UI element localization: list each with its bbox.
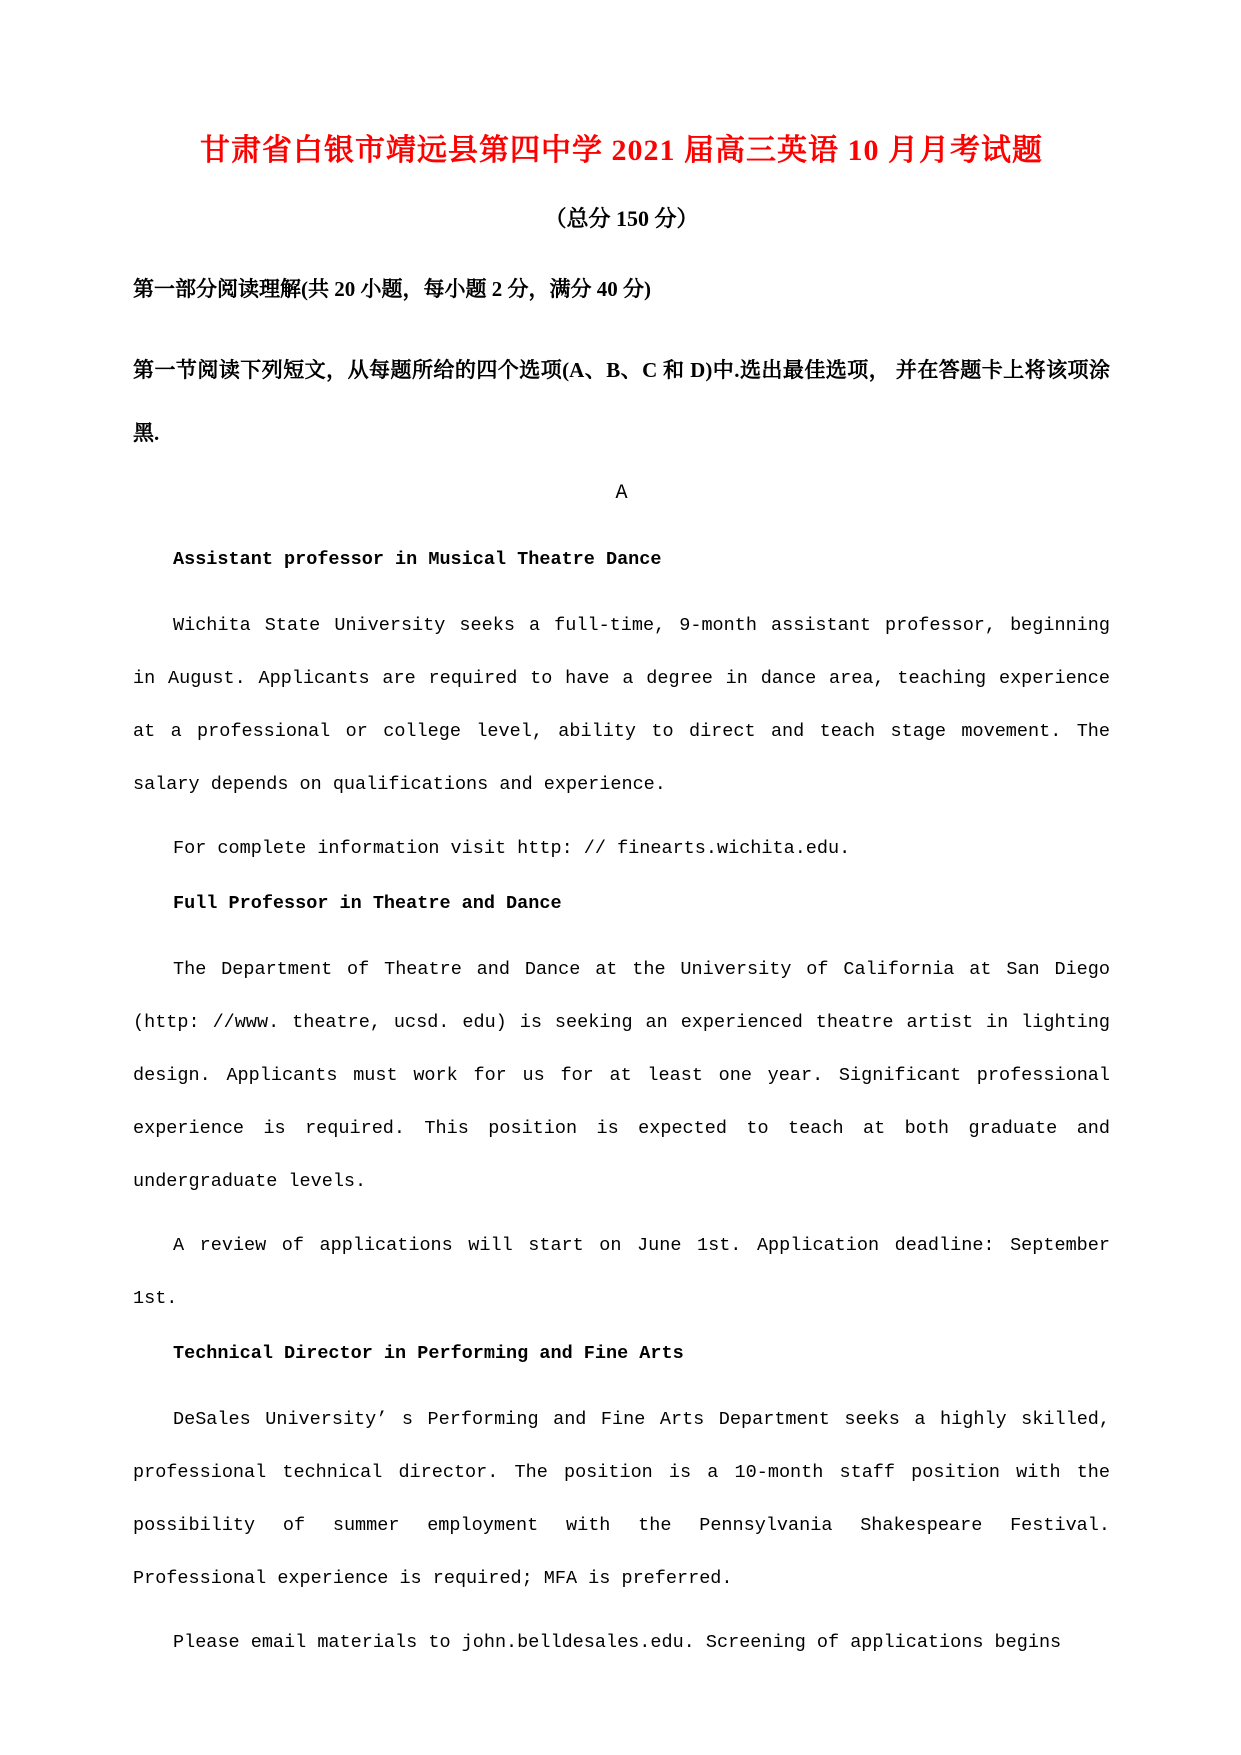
job-1-paragraph-2: For complete information visit http: // finearts.wichita.edu. [173, 838, 851, 859]
job-2-heading: Full Professor in Theatre and Dance [173, 893, 562, 914]
job-1-paragraph-1: Wichita State University seeks a full-time, 9-month assistant professor, beginning in August. Applicants are required to have a degree in dance area, teaching experience at a professional or college level, ability to direct and teach stage movement. The salary depends on qualifications and experience. [133, 615, 1110, 795]
job-listing-3 [133, 1339, 1110, 1669]
page-title: 甘肃省白银市靖远县第四中学 2021 届高三英语 10 月月考试题 [200, 134, 1043, 167]
job-1-heading: Assistant professor in Musical Theatre Dance [173, 549, 662, 570]
total-score-subtitle: （总分 150 分） [544, 206, 699, 231]
job-3-paragraph-2: Please email materials to john.belldesales.edu. Screening of applications begins [173, 1632, 1062, 1653]
job-2-paragraph-2: A review of applications will start on June 1st. Application deadline: September 1st. [133, 1235, 1110, 1309]
job-3-heading: Technical Director in Performing and Fine Arts [173, 1343, 684, 1364]
job-listing-1 [133, 545, 1110, 875]
section1-instructions: 第一节阅读下列短文，从每题所给的四个选项(A、B、C 和 D)中.选出最佳选项， 并在答题卡上将该项涂黑. [133, 358, 1110, 445]
job-3-paragraph-1: DeSales University’ s Performing and Fine Arts Department seeks a highly skilled, professional technical director. The position is a 10-month staff position with the possibility of summer employment with the Pennsylvania Shakespeare Festival. Professional experience is required; MFA is preferred. [133, 1409, 1110, 1589]
job-listing-2 [133, 889, 1110, 1325]
passage-a-label: A [615, 482, 628, 505]
part1-header: 第一部分阅读理解(共 20 小题，每小题 2 分，满分 40 分) [133, 277, 651, 301]
job-2-paragraph-1: The Department of Theatre and Dance at the University of California at San Diego (http: //www. theatre, ucsd. edu) is seeking an experienced theatre artist in lighting design. Applicants must work for us for at least one year. Significant professional experience is required. This position is expected to teach at both graduate and undergraduate levels. [133, 959, 1110, 1192]
